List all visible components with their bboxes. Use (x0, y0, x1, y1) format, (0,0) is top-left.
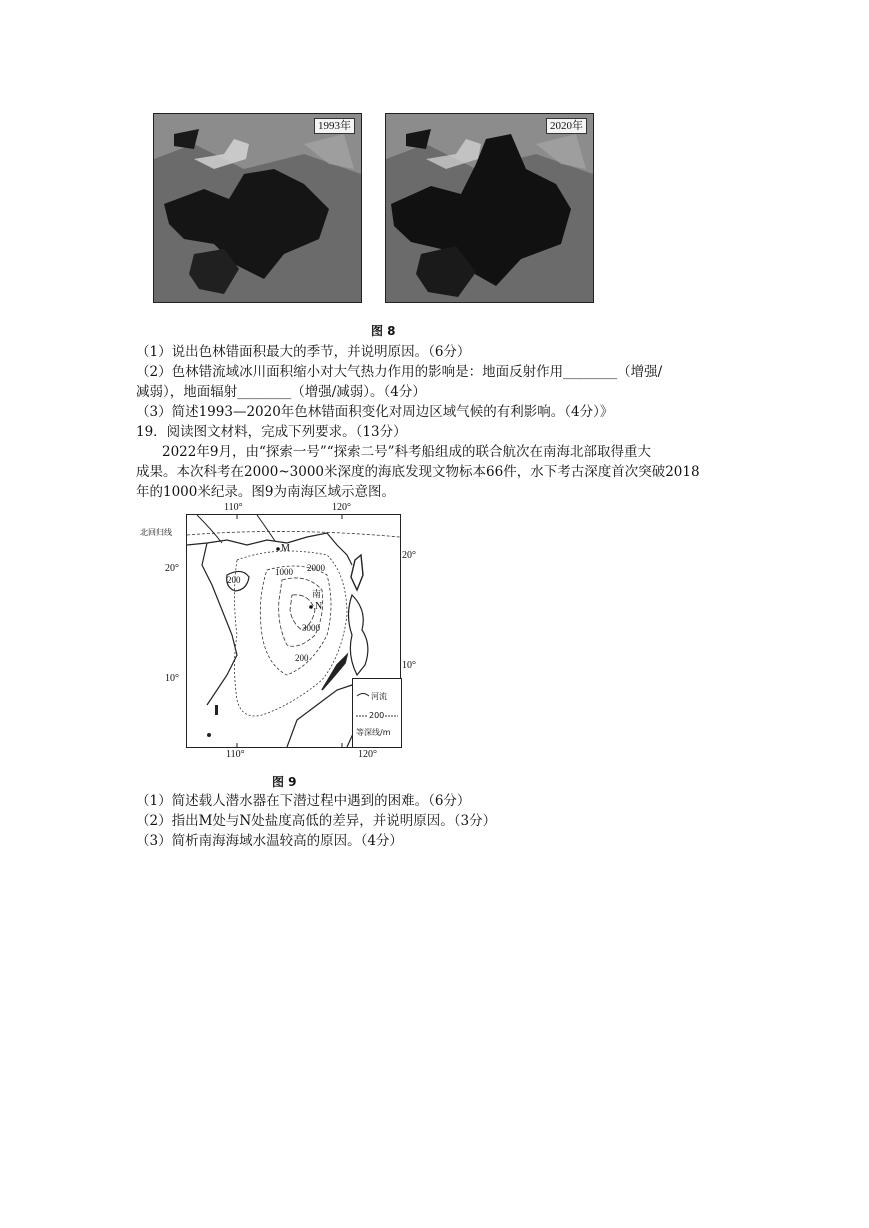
coastline-north (187, 533, 352, 565)
point-n-dot (309, 605, 313, 609)
lon-label-top-110: 110° (224, 502, 243, 513)
map-legend (352, 678, 402, 748)
river-1 (197, 515, 222, 543)
lon-label-bottom-120: 120° (358, 749, 377, 760)
river-2 (257, 515, 275, 541)
legend-river-symbol (357, 694, 369, 697)
taiwan-island (351, 555, 363, 590)
q19-material-line-3: 年的1000米纪录。图9为南海区域示意图。 (136, 484, 395, 500)
lat-label-right-10: 10° (402, 660, 416, 671)
year-label-1993: 1993年 (314, 118, 355, 134)
q19-material-line-2: 成果。本次科考在2000~3000米深度的海底发现文物标本66件，水下考古深度首次突破2018 (136, 464, 700, 480)
q19-title: 19．阅读图文材料，完成下列要求。（13分） (136, 424, 407, 440)
legend-contour-value: 200 (369, 711, 385, 720)
philippines (349, 595, 368, 675)
figure8-caption: 图 8 (371, 324, 396, 338)
sea-label: 南 (312, 589, 322, 599)
tropic-line (187, 531, 400, 537)
contour-label-1000: 1000 (275, 567, 293, 577)
contour-label-200-north: 200 (227, 575, 241, 585)
contour-label-3000: 3000 (302, 623, 320, 633)
legend-river-label: 河流 (371, 692, 387, 701)
q19-item-1: （1）简述载人潜水器在下潜过程中遇到的困难。（6分） (136, 793, 471, 809)
q18-item-2-cont: 减弱），地面辐射________（增强/减弱）。（4分） (136, 384, 426, 400)
contour-label-200-south: 200 (295, 653, 309, 663)
contour-label-2000: 2000 (307, 563, 325, 573)
q19-item-2: （2）指出M处与N处盐度高低的差异，并说明原因。（3分） (136, 813, 497, 829)
point-m-dot (276, 547, 280, 551)
q18-item-2: （2）色林错流域冰川面积缩小对大气热力作用的影响是：地面反射作用________（增强/ (136, 364, 663, 380)
q19-material-line-1: 2022年9月，由“探索一号”“探索二号”科考船组成的联合航次在南海北部取得重大 (162, 444, 652, 460)
q18-item-1: （1）说出色林错面积最大的季节，并说明原因。（6分） (136, 344, 471, 360)
lon-label-top-120: 120° (332, 502, 351, 513)
satellite-photo-2020 (385, 113, 594, 303)
tropic-label: 北回归线 (140, 528, 172, 537)
figure9-caption: 图 9 (272, 775, 297, 789)
q18-item-3: （3）简述1993—2020年色林错面积变化对周边区域气候的有利影响。（4分）》 (136, 404, 614, 420)
lon-label-bottom-110: 110° (226, 749, 245, 760)
q19-item-3: （3）简析南海海域水温较高的原因。（4分） (136, 833, 403, 849)
coastline-borneo (287, 685, 362, 747)
coastline-west (202, 543, 237, 705)
legend-contour-label: 等深线/m (356, 728, 391, 737)
lat-label-left-20: 20° (165, 563, 179, 574)
palawan-island (322, 655, 347, 690)
year-label-2020: 2020年 (546, 118, 587, 134)
satellite-photo-1993 (153, 113, 362, 303)
point-n-label: N (315, 601, 323, 612)
island-mark (215, 705, 218, 715)
lat-label-right-20: 20° (402, 550, 416, 561)
island-dot (207, 733, 211, 737)
point-m-label: M (281, 543, 290, 554)
lat-label-left-10: 10° (165, 673, 179, 684)
